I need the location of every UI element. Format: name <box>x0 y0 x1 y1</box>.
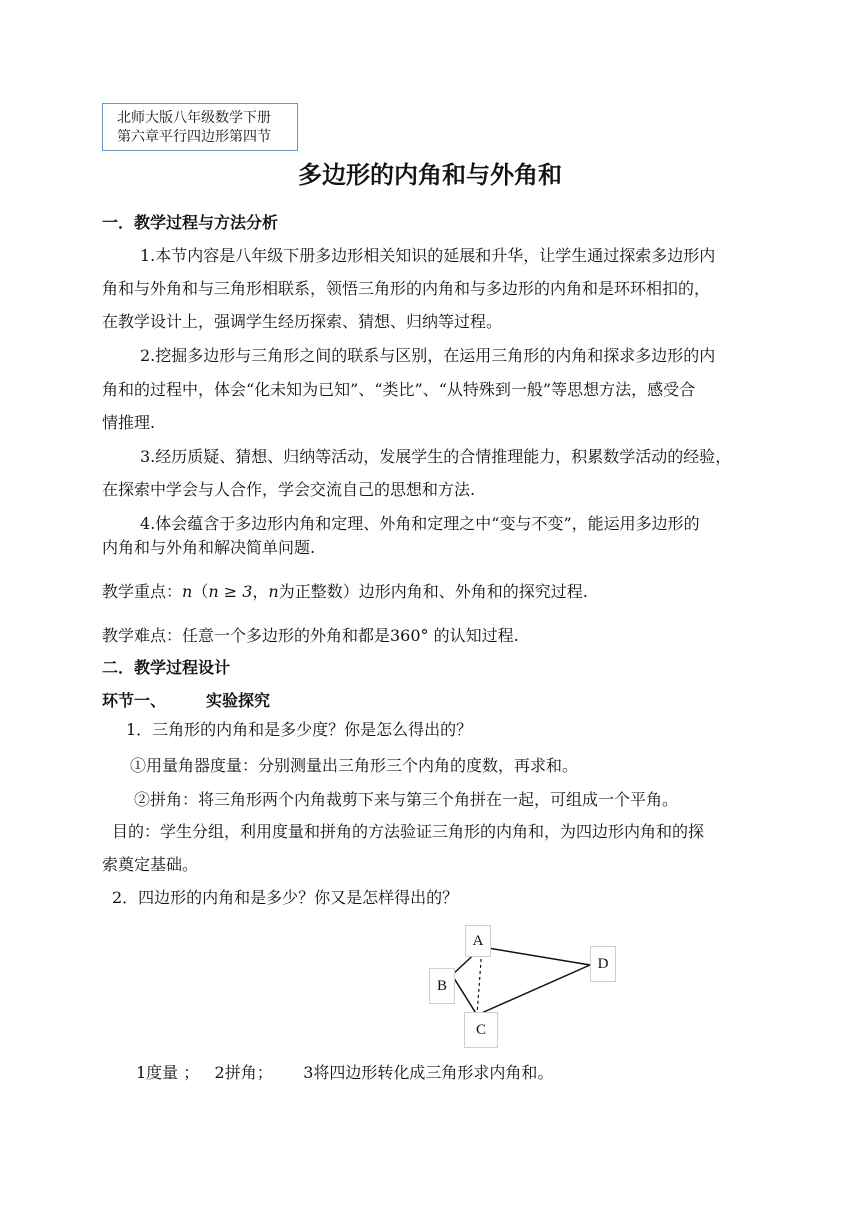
methods-line: 1度量 ； 2拼角； 3将四边形转化成三角形求内角和。 <box>136 1063 554 1082</box>
key-point-label: 教学重点： <box>102 582 183 601</box>
edge-cb <box>452 975 477 1015</box>
question-1: 1．三角形的内角和是多少度？你是怎么得出的？ <box>126 720 473 739</box>
difficulty-line: 教学难点：任意一个多边形的外角和都是360° 的认知过程. <box>102 626 519 645</box>
chapter-info-line-2: 第六章平行四边形第四节 <box>117 129 271 145</box>
para-4-line-1: 4.体会蕴含于多边形内角和定理、外角和定理之中“变与不变”，能运用多边形的 <box>140 514 700 533</box>
key-point-n-2: n <box>268 582 279 601</box>
key-point-comma: ， <box>252 582 269 601</box>
key-point-rest: 为正整数）边形内角和、外角和的探究过程. <box>278 582 588 601</box>
goal-line-1: 目的：学生分组，利用度量和拼角的方法验证三角形的内角和，为四边形内角和的探 <box>112 822 705 841</box>
label-a: A <box>465 925 491 957</box>
section-2-heading: 二．教学过程设计 <box>102 658 231 677</box>
step-title: 实验探究 <box>206 691 271 710</box>
goal-line-2: 索奠定基础。 <box>102 855 199 874</box>
para-1-line-2: 角和与外角和与三角形相联系，领悟三角形的内角和与多边形的内角和是环环相扣的， <box>102 279 711 298</box>
diagonal-ac <box>477 947 482 1015</box>
para-1-line-3: 在教学设计上，强调学生经历探索、猜想、归纳等过程。 <box>102 312 503 331</box>
edge-dc <box>477 965 590 1015</box>
label-b: B <box>429 968 455 1004</box>
para-1-line-1: 1.本节内容是八年级下册多边形相关知识的延展和升华，让学生通过探索多边形内 <box>140 246 716 265</box>
chapter-info-box <box>102 103 298 151</box>
method-2: ②拼角：将三角形两个内角裁剪下来与第三个角拼在一起，可组成一个平角。 <box>134 790 679 809</box>
label-d: D <box>590 946 616 982</box>
key-point-line <box>102 582 588 602</box>
para-2-line-3: 情推理. <box>102 413 156 432</box>
page-title: 多边形的内角和与外角和 <box>298 160 562 189</box>
edge-ad <box>482 947 590 965</box>
para-4-line-2: 内角和与外角和解决简单问题. <box>102 538 316 557</box>
key-point-condition: n ≥ 3 <box>208 582 253 601</box>
para-2-line-1: 2.挖掘多边形与三角形之间的联系与区别，在运用三角形的内角和探求多边形的内 <box>140 346 716 365</box>
section-1-heading: 一．教学过程与方法分析 <box>102 213 279 232</box>
key-point-n: n <box>182 582 193 601</box>
para-2-line-2: 角和的过程中，体会“化未知为已知”、“类比”、“从特殊到一般”等思想方法，感受合 <box>102 380 696 399</box>
key-point-open: （ <box>192 582 209 601</box>
question-2: 2．四边形的内角和是多少？你又是怎样得出的？ <box>112 888 459 907</box>
step-label: 环节一、 <box>102 691 167 710</box>
label-c: C <box>464 1012 498 1048</box>
chapter-info-line-1: 北师大版八年级数学下册 <box>117 110 271 126</box>
method-1: ①用量角器度量：分别测量出三角形三个内角的度数，再求和。 <box>130 756 579 775</box>
para-3-line-1: 3.经历质疑、猜想、归纳等活动，发展学生的合情推理能力，积累数学活动的经验， <box>140 447 732 466</box>
para-3-line-2: 在探索中学会与人合作，学会交流自己的思想和方法. <box>102 480 476 499</box>
